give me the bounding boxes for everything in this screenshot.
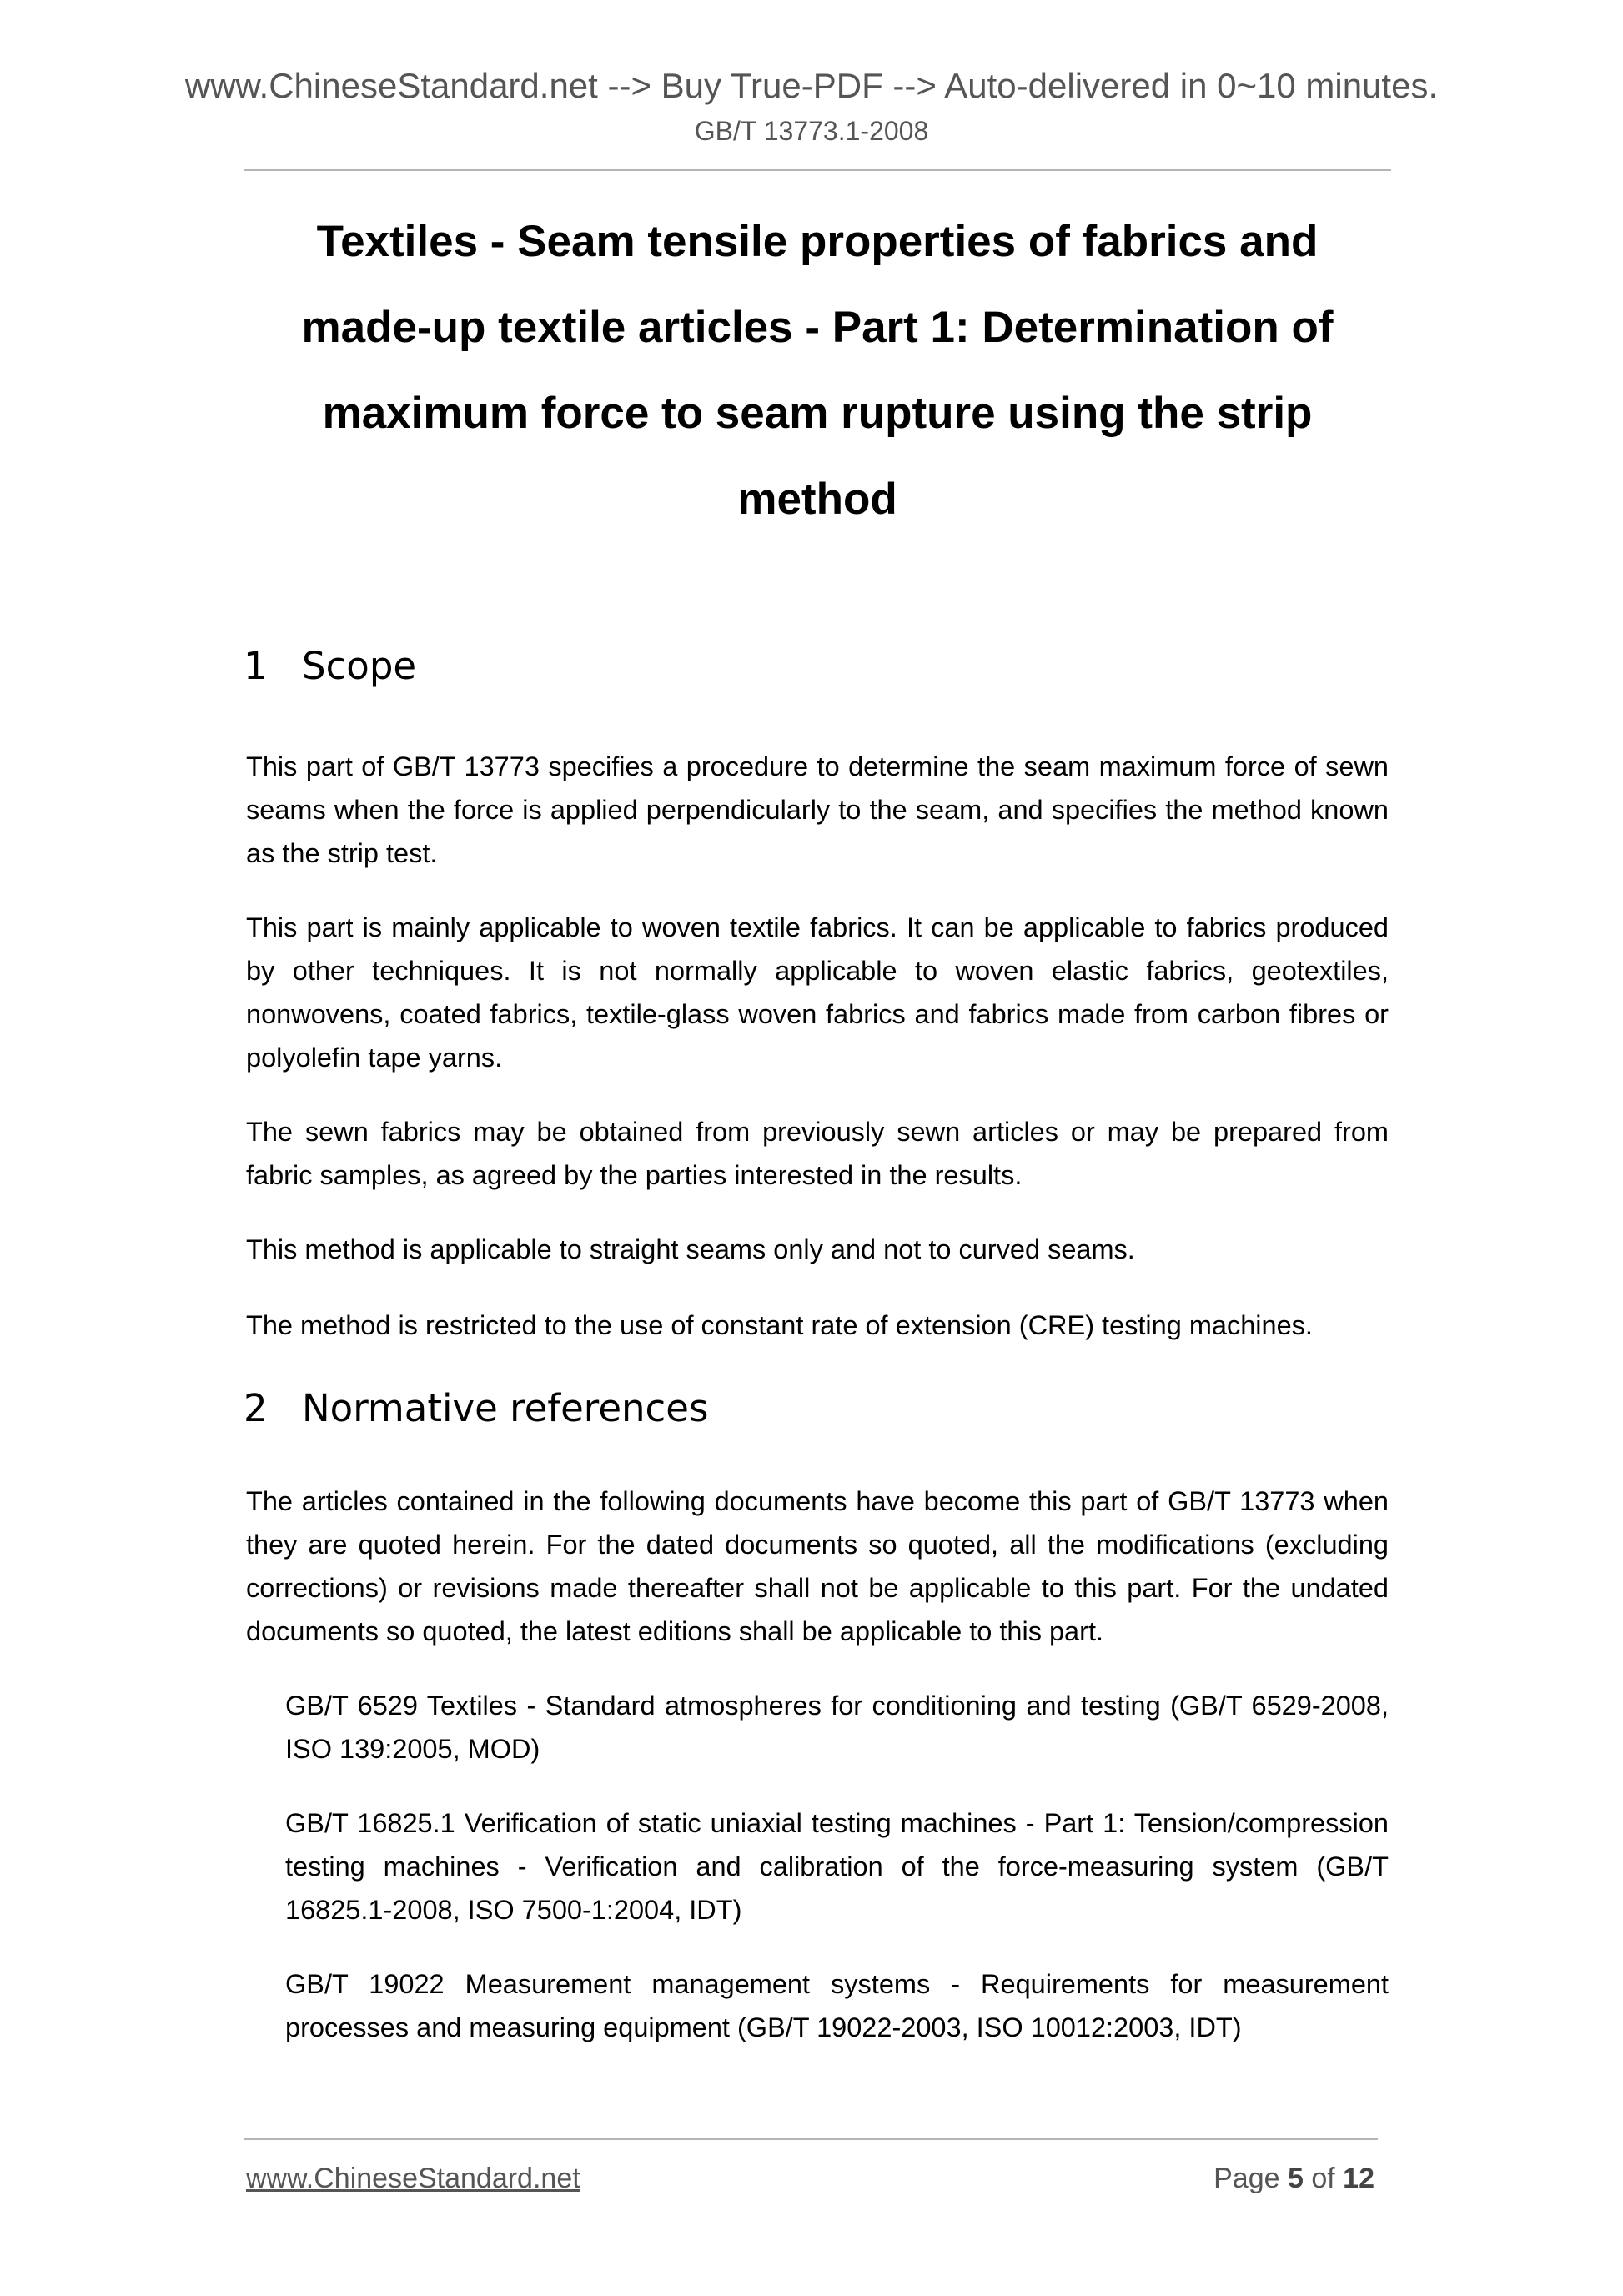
title-line: maximum force to seam rupture using the strip: [322, 389, 1313, 438]
footer-divider: [244, 2138, 1378, 2140]
reference-entry: GB/T 19022 Measurement management systems - Requirements for measurement processes and measuring equipment (GB/T 19022-2003, ISO 10012:2003, IDT): [285, 1969, 1389, 2042]
title-line: made-up textile articles - Part 1: Determination of: [301, 303, 1334, 352]
reference-entry: GB/T 16825.1 Verification of static uniaxial testing machines - Part 1: Tension/compression testing machines - Verification and calibration of the force-measuring system (GB/T 16825.1-2008, ISO 7500-1:2004, IDT): [285, 1808, 1389, 1925]
header-divider: [244, 169, 1391, 171]
section-number: 1: [244, 644, 268, 688]
page-total: 12: [1343, 2163, 1374, 2194]
title-line: method: [737, 475, 897, 524]
section-title: Normative references: [302, 1386, 709, 1430]
section-heading-scope: [244, 644, 416, 689]
references-intro-paragraph: The articles contained in the following documents have become this part of GB/T 13773 when they are quoted herein. For the dated documents so quoted, all the modifications (excluding corrections) or revisions made thereafter shall not be applicable to this part. For the undated documents so quoted, the latest editions shall be applicable to this part.: [246, 1486, 1389, 1646]
footer-site-link[interactable]: www.ChineseStandard.net: [246, 2163, 580, 2194]
title-line: Textiles - Seam tensile properties of fabrics and: [316, 217, 1319, 266]
scope-paragraph: The method is restricted to the use of constant rate of extension (CRE) testing machines.: [246, 1310, 1313, 1340]
section-number: 2: [244, 1386, 268, 1430]
scope-paragraph: This part of GB/T 13773 specifies a procedure to determine the seam maximum force of sewn seams when the force is applied perpendicularly to the seam, and specifies the method known as the strip test.: [246, 751, 1389, 868]
section-heading-normative-references: [244, 1386, 708, 1431]
reference-entry: GB/T 6529 Textiles - Standard atmospheres for conditioning and testing (GB/T 6529-2008, ISO 139:2005, MOD): [285, 1691, 1389, 1764]
header-banner: www.ChineseStandard.net --> Buy True-PDF --> Auto-delivered in 0~10 minutes.: [184, 66, 1439, 105]
header-standard-code: GB/T 13773.1-2008: [694, 116, 929, 146]
page-word: Page: [1213, 2163, 1280, 2194]
page-of: of: [1311, 2163, 1335, 2194]
document-title: [244, 198, 1391, 542]
section-title: Scope: [302, 644, 417, 688]
page-current: 5: [1287, 2163, 1304, 2194]
scope-paragraph: This part is mainly applicable to woven textile fabrics. It can be applicable to fabrics produced by other techniques. It is not normally applicable to woven elastic fabrics, geotextiles, nonwovens, coated fabrics, textile-glass woven fabrics and fabrics made from carbon fibres or polyolefin tape yarns.: [246, 912, 1389, 1073]
scope-paragraph: This method is applicable to straight seams only and not to curved seams.: [246, 1234, 1135, 1264]
page-indicator: [1213, 2162, 1374, 2196]
scope-paragraph: The sewn fabrics may be obtained from previously sewn articles or may be prepared from fabric samples, as agreed by the parties interested in the results.: [246, 1117, 1389, 1190]
